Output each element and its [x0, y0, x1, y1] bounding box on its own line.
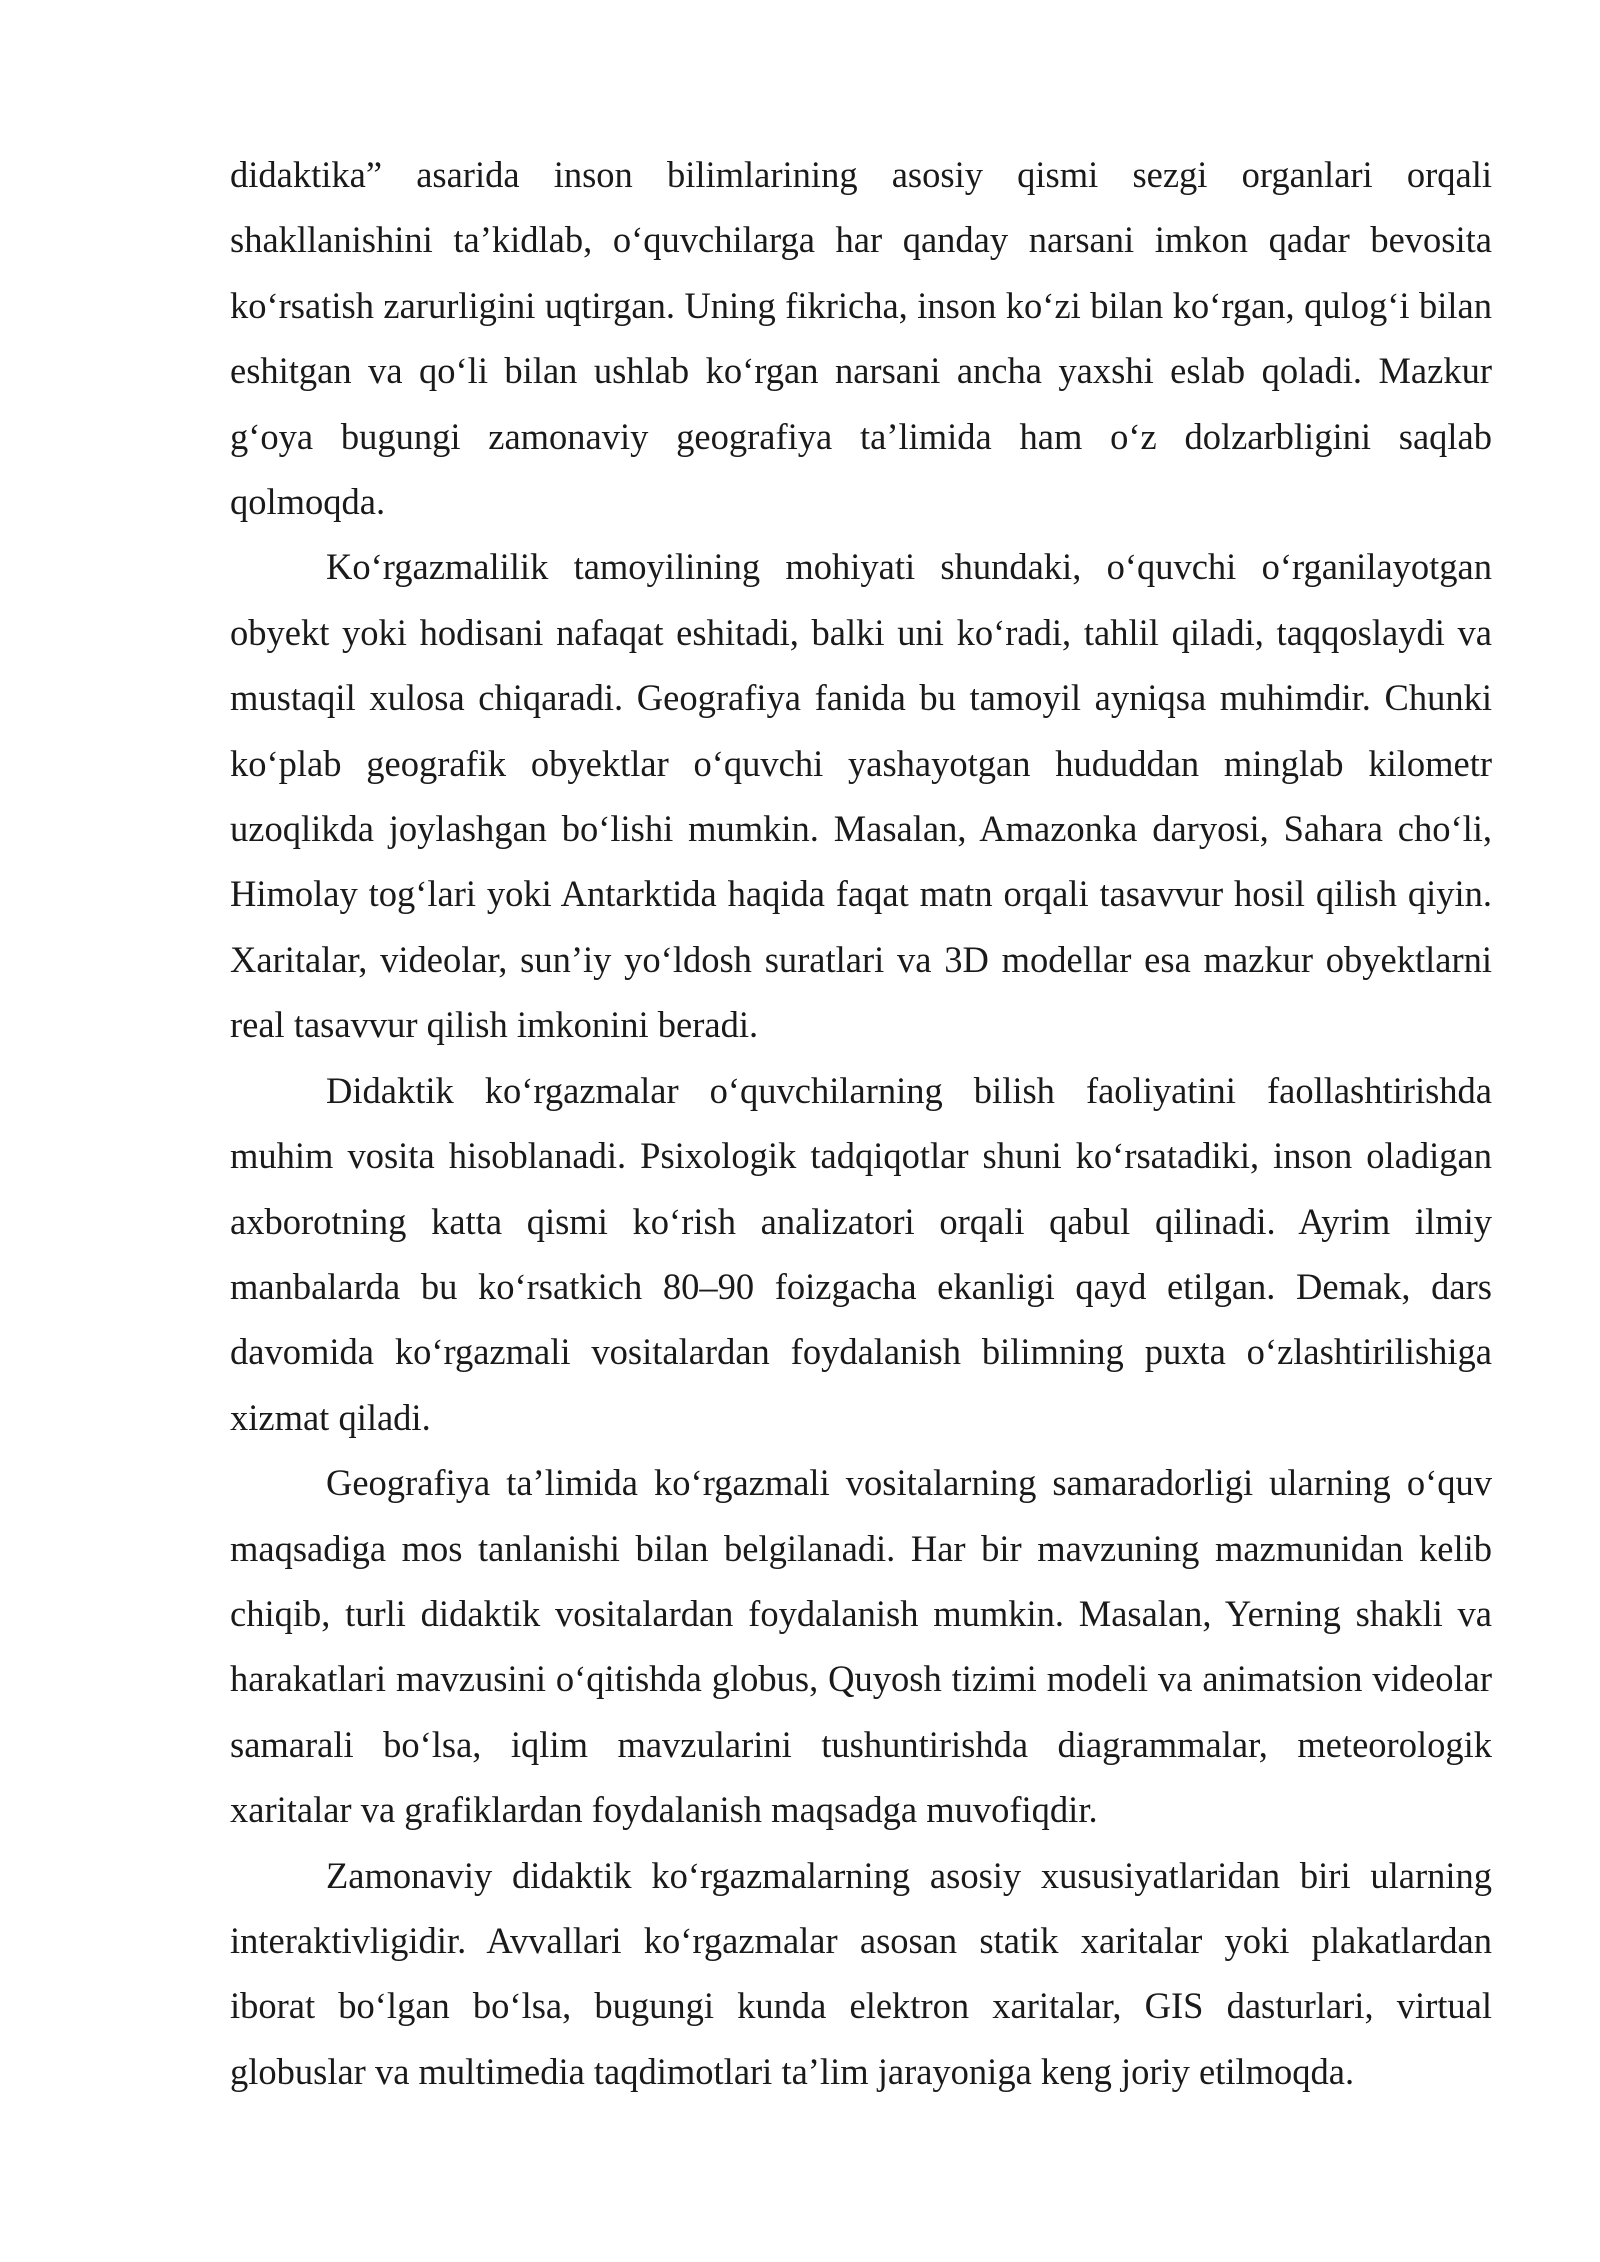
paragraph-didactic-visuals: Didaktik ko‘rgazmalar o‘quvchilarning bilish faoliyatini faollashtirishda muhim vosita hisoblanadi. Psixologik tadqiqotlar shuni ko‘rsatadiki, inson oladigan axborotning katta qismi ko‘rish analizatori orqali qabul qilinadi. Ayrim ilmiy manbalarda bu ko‘rsatkich 80–90 foizgacha ekanligi qayd etilgan. Demak, dars davomida ko‘rgazmali vositalardan foydalanish bilimning puxta o‘zlashtirilishiga xizmat qiladi.	[230, 1069, 1492, 1438]
paragraph-geography-effectiveness: Geografiya ta’limida ko‘rgazmali vositalarning samaradorligi ularning o‘quv maqsadiga mos tanlanishi bilan belgilanadi. Har bir mavzuning mazmunidan kelib chiqib, turli didaktik vositalardan foydalanish mumkin. Masalan, Yerning shakli va harakatlari mavzusini o‘qitishda globus, Quyosh tizimi modeli va animatsion videolar samarali bo‘lsa, iqlim mavzularini tushuntirishda diagrammalar, meteorologik xaritalar va grafiklardan foydalanish maqsadga muvofiqdir.	[230, 1462, 1492, 1831]
body-text	[230, 142, 1492, 2104]
paragraph-interactivity: Zamonaviy didaktik ko‘rgazmalarning asosiy xususiyatlaridan biri ularning interaktivligidir. Avvallari ko‘rgazmalar asosan statik xaritalar yoki plakatlardan iborat bo‘lgan bo‘lsa, bugungi kunda elektron xaritalar, GIS dasturlari, virtual globuslar va multimedia taqdimotlari ta’lim jarayoniga keng joriy etilmoqda.	[230, 1854, 1492, 2092]
paragraph-visual-principle: Ko‘rgazmalilik tamoyilining mohiyati shundaki, o‘quvchi o‘rganilayotgan obyekt yoki hodisani nafaqat eshitadi, balki uni ko‘radi, tahlil qiladi, taqqoslaydi va mustaqil xulosa chiqaradi. Geografiya fanida bu tamoyil ayniqsa muhimdir. Chunki ko‘plab geografik obyektlar o‘quvchi yashayotgan hududdan minglab kilometr uzoqlikda joylashgan bo‘lishi mumkin. Masalan, Amazonka daryosi, Sahara cho‘li, Himolay tog‘lari yoki Antarktida haqida faqat matn orqali tasavvur hosil qilish qiyin. Xaritalar, videolar, sun’iy yo‘ldosh suratlari va 3D modellar esa mazkur obyektlarni real tasavvur qilish imkonini beradi.	[230, 546, 1492, 1046]
paragraph-continuation: didaktika” asarida inson bilimlarining asosiy qismi sezgi organlari orqali shakllanishini ta’kidlab, o‘quvchilarga har qanday narsani imkon qadar bevosita ko‘rsatish zarurligini uqtirgan. Uning fikricha, inson ko‘zi bilan ko‘rgan, qulog‘i bilan eshitgan va qo‘li bilan ushlab ko‘rgan narsani ancha yaxshi eslab qoladi. Mazkur g‘oya bugungi zamonaviy geografiya ta’limida ham o‘z dolzarbligini saqlab qolmoqda.	[230, 154, 1492, 523]
